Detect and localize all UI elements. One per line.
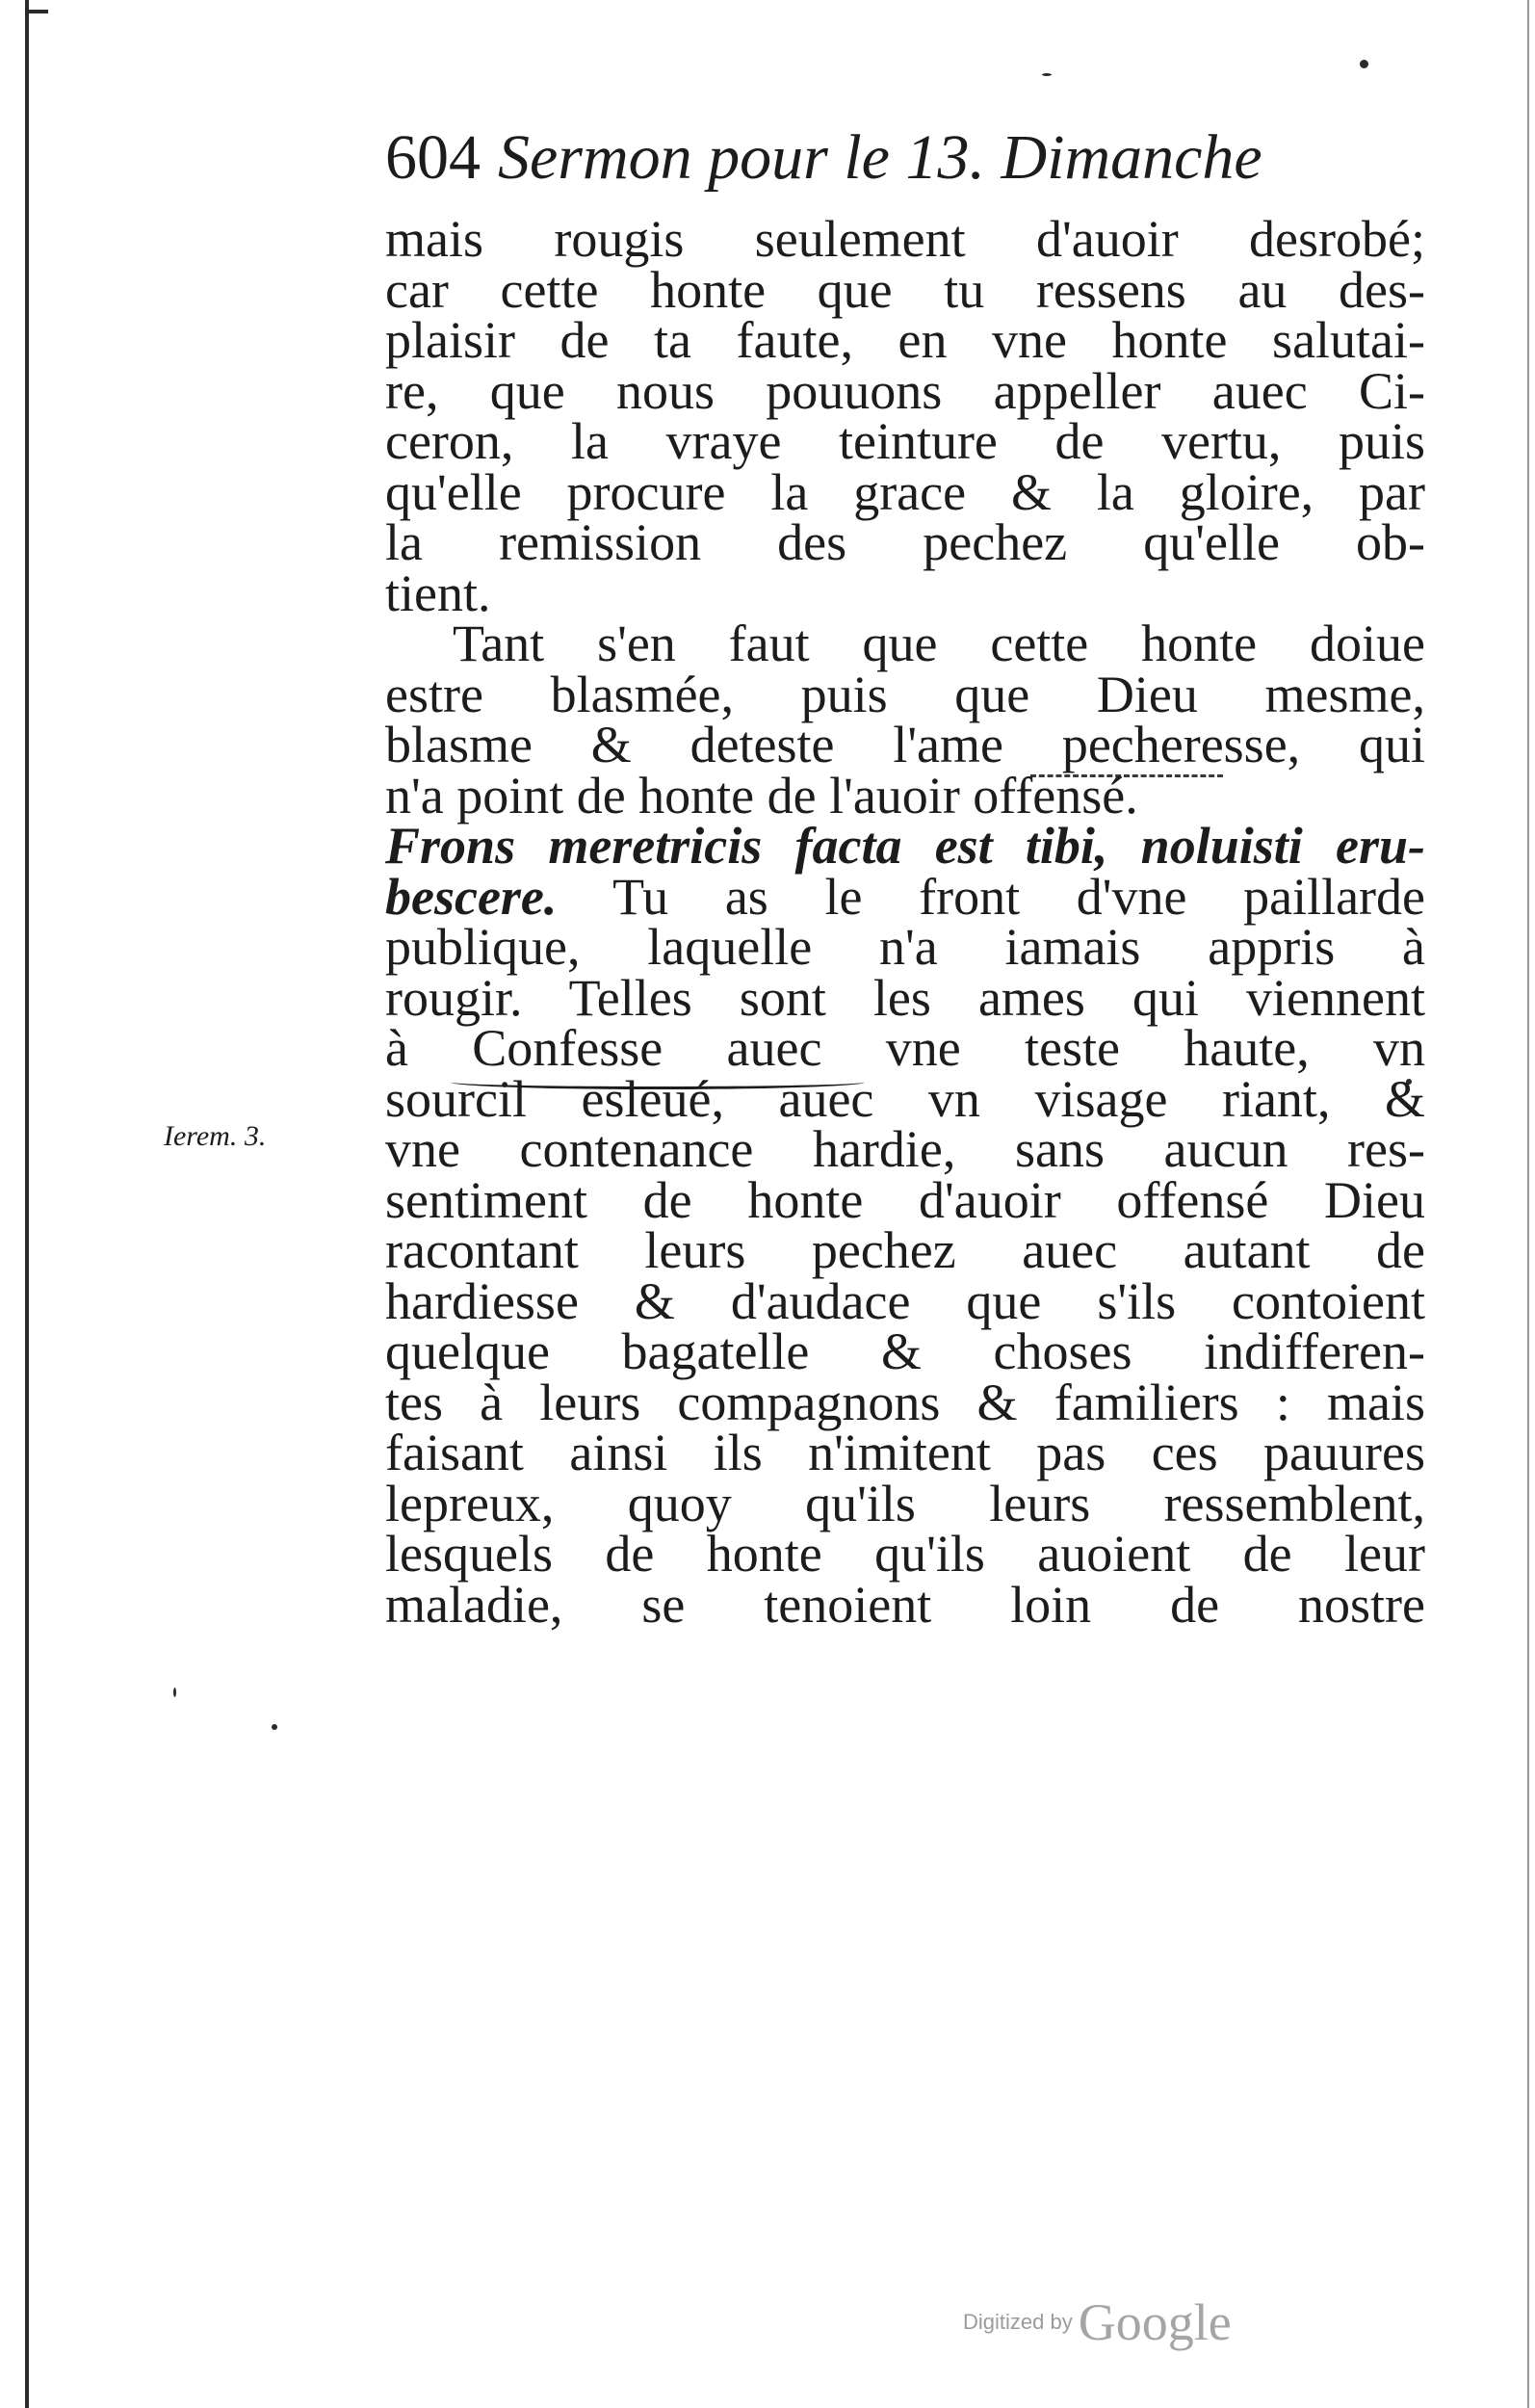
text-line: rougir. Telles sont les ames qui viennent: [385, 968, 1425, 1027]
ink-speck: [1360, 60, 1368, 68]
text-line: n'a point de honte de l'auoir offensé.: [385, 766, 1138, 824]
text-line: à Confesse auec vne teste haute, vn: [385, 1019, 1425, 1077]
google-logo: Google: [1078, 2293, 1232, 2351]
latin-quote-line-2: [385, 867, 1425, 926]
page-left-border: [25, 0, 29, 2408]
page-top-corner-mark: [25, 10, 48, 13]
text-line: tient.: [385, 563, 491, 622]
latin-quote-end: bescere.: [385, 867, 558, 926]
text-line: estre blasmée, puis que Dieu mesme,: [385, 665, 1425, 723]
text-line: tes à leurs compagnons & familiers : mais: [385, 1373, 1425, 1431]
text-line: publique, laquelle n'a iamais appris à: [385, 918, 1425, 976]
text-line: plaisir de ta faute, en vne honte salutai-: [385, 311, 1425, 369]
running-header: [385, 119, 1444, 196]
margin-reference: Ierem. 3.: [164, 1120, 267, 1152]
body-text: [385, 210, 1425, 1634]
text-line: hardiesse & d'audace que s'ils contoient: [385, 1271, 1425, 1330]
text-line: ceron, la vraye teinture de vertu, puis: [385, 412, 1425, 470]
text-line: qu'elle procure la grace & la gloire, par: [385, 462, 1425, 521]
text-line: vne contenance hardie, sans aucun res-: [385, 1120, 1425, 1178]
text-line: re, que nous pouuons appeller auec Ci-: [385, 361, 1425, 420]
watermark-prefix: Digitized by: [963, 2310, 1073, 2334]
text-line: mais rougis seulement d'auoir desrobé;: [385, 210, 1425, 268]
running-title: Sermon pour le 13. Dimanche: [498, 122, 1262, 193]
text-line: sentiment de honte d'auoir offensé Dieu: [385, 1170, 1425, 1229]
text-line: quelque bagatelle & choses indifferen-: [385, 1322, 1425, 1380]
latin-quote-text: Frons meretricis facta est tibi, noluisti eru-: [385, 817, 1425, 875]
page-number: 604: [385, 122, 481, 193]
text-line: lesquels de honte qu'ils auoient de leur: [385, 1525, 1425, 1583]
text-line: la remission des pechez qu'elle ob-: [385, 513, 1425, 571]
latin-quote-line-1: [385, 817, 1425, 875]
page-right-border: [1527, 0, 1529, 2408]
text-line: faisant ainsi ils n'imitent pas ces pauures: [385, 1424, 1425, 1481]
ink-speck: [173, 1688, 176, 1697]
text-line: blasme & deteste l'ame pecheresse, qui: [385, 716, 1425, 773]
text-line: maladie, se tenoient loin de nostre: [385, 1575, 1425, 1634]
text-line: Tant s'en faut que cette honte doiue: [453, 615, 1425, 672]
text-line: racontant leurs pechez auec autant de: [385, 1221, 1425, 1279]
ink-speck: [272, 1724, 277, 1730]
ink-speck: [1042, 73, 1052, 76]
text-after-quote: Tu as le front d'vne paillarde: [557, 867, 1425, 926]
text-line: lepreux, quoy qu'ils leurs ressemblent,: [385, 1474, 1425, 1532]
text-line: car cette honte que tu ressens au des-: [385, 260, 1425, 319]
text-line: sourcil esleué, auec vn visage riant, &: [385, 1069, 1425, 1128]
paragraph-lines-2: [385, 918, 1425, 1634]
paragraph-lines: [385, 210, 1425, 824]
digitized-watermark: [963, 2292, 1232, 2352]
